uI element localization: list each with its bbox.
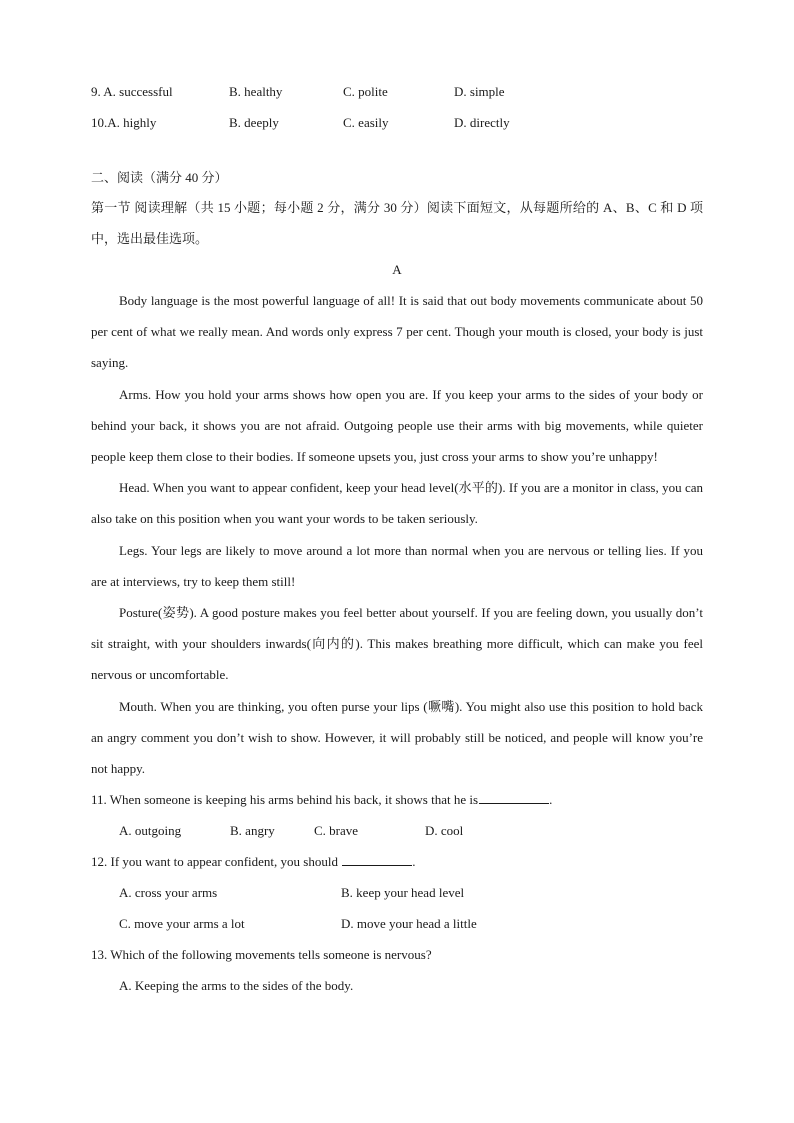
q10-option-a: 10.A. highly <box>91 114 157 130</box>
exam-page <box>91 76 703 1001</box>
passage-title: A <box>392 262 402 277</box>
question-9-options <box>91 76 703 107</box>
passage-paragraph: Body language is the most powerful language of all! It is said that out body movements communicate about 50 per cent of what we really mean. And words only express 7 per cent. Though your mouth is closed, your body is just saying. <box>91 293 703 371</box>
q11-option-d: D. cool <box>425 822 464 838</box>
question-12-options-row1 <box>91 877 703 908</box>
q10-option-c: C. easily <box>343 114 389 130</box>
passage-paragraph: Mouth. When you are thinking, you often purse your lips (噘嘴). You might also use this position to hold back an angry comment you don’t wish to show. However, it will probably still be noticed, and people will know you’re not happy. <box>91 698 703 777</box>
q12-option-c: C. move your arms a lot <box>119 915 245 931</box>
question-11-options <box>91 815 703 846</box>
q11-option-c: C. brave <box>314 822 359 838</box>
section-title: 二、阅读（满分 40 分） <box>91 170 228 185</box>
answer-blank <box>342 853 412 866</box>
q9-option-c: C. polite <box>343 83 388 99</box>
passage-paragraph: Head. When you want to appear confident, keep your head level(水平的). If you are a monitor in class, you can also take on this position when you want your words to be taken seriously. <box>91 480 703 527</box>
q9-option-b: B. healthy <box>229 83 283 99</box>
question-12-options-row2 <box>91 908 703 939</box>
passage-paragraph: Arms. How you hold your arms shows how open you are. If you keep your arms to the sides of your body or behind your back, it shows you are not afraid. Outgoing people use their arms with big movements, while quieter people keep them close to their bodies. If someone upsets you, just cross your arms to show you’re unhappy! <box>91 386 703 465</box>
q9-option-d: D. simple <box>454 83 505 99</box>
passage-paragraph: Posture(姿势). A good posture makes you feel better about yourself. If you are feeling down, you usually don’t sit straight, with your shoulders inwards(向内的). This makes breathing more difficult, which can make you feel nervous or uncomfortable. <box>91 605 703 683</box>
q9-option-a: 9. A. successful <box>91 83 173 99</box>
q13-option-a: A. Keeping the arms to the sides of the body. <box>119 977 354 993</box>
passage-paragraph: Legs. Your legs are likely to move around a lot more than normal when you are nervous or telling lies. If you are at interviews, try to keep them still! <box>91 542 703 589</box>
q12-option-d: D. move your head a little <box>341 915 477 931</box>
q10-option-d: D. directly <box>454 114 510 130</box>
answer-blank <box>479 791 549 804</box>
question-12-stem: 12. If you want to appear confident, you should . <box>91 854 416 870</box>
section-instruction: 第一节 阅读理解（共 15 小题；每小题 2 分，满分 30 分）阅读下面短文，从每题所给的 A、B、C 和 D 项中，选出最佳选项。 <box>91 200 703 246</box>
q12-option-b: B. keep your head level <box>341 884 465 900</box>
question-13-stem: 13. Which of the following movements tells someone is nervous? <box>91 947 432 963</box>
q11-option-b: B. angry <box>230 822 275 838</box>
q10-option-b: B. deeply <box>229 114 279 130</box>
question-10-options <box>91 107 703 138</box>
q12-option-a: A. cross your arms <box>119 884 218 900</box>
question-11-stem: 11. When someone is keeping his arms behind his back, it shows that he is . <box>91 792 553 808</box>
q11-option-a: A. outgoing <box>119 822 182 838</box>
question-13-options <box>91 970 703 1001</box>
